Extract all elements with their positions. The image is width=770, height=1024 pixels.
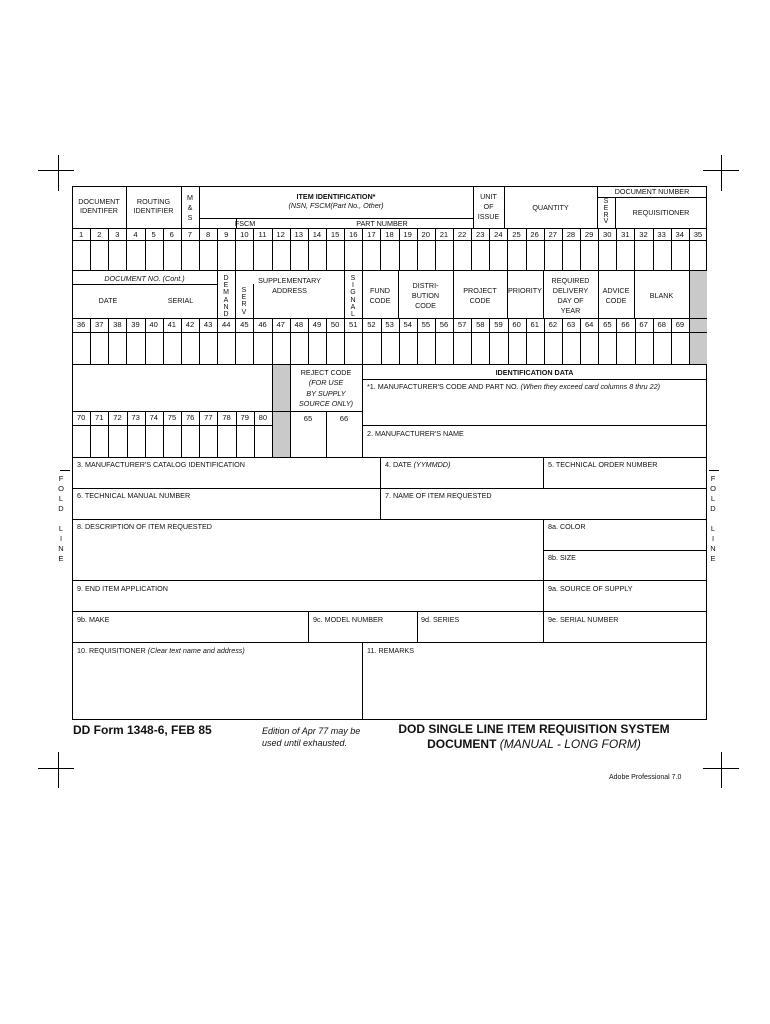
item-identification-subheader: (NSN, FSCM(Part No., Other) — [288, 201, 384, 210]
card-column-entry[interactable] — [182, 426, 199, 456]
card-column-entry[interactable] — [490, 333, 507, 363]
card-column-entry[interactable] — [672, 333, 689, 363]
card-column-number: 78 — [222, 412, 231, 422]
card-column-entry[interactable] — [509, 333, 526, 363]
card-column-number: 35 — [693, 229, 703, 239]
quantity-header: QUANTITY — [532, 203, 569, 212]
serv-header-2: S E R V — [241, 287, 247, 316]
form-title-line-1: DOD SINGLE LINE ITEM REQUISITION SYSTEM — [398, 722, 670, 736]
field-9a-label: 9a. SOURCE OF SUPPLY — [548, 584, 633, 593]
card-column-number: 61 — [530, 319, 539, 329]
fold-tick-left — [60, 470, 70, 471]
card-column-number: 51 — [349, 319, 358, 329]
field-8a-input[interactable] — [544, 531, 706, 549]
distribution-code-header: DISTRI- BUTION CODE — [411, 281, 440, 310]
card-column-entry[interactable] — [309, 241, 326, 269]
item-identification-header: ITEM IDENTIFICATION* — [296, 192, 376, 201]
card-column-number: 4 — [133, 229, 138, 239]
field-9b-input[interactable] — [73, 624, 307, 641]
card-column-number: 22 — [457, 229, 467, 239]
card-column-entry[interactable] — [400, 241, 417, 269]
card-column-number: 65 — [603, 319, 612, 329]
card-column-number: 8 — [205, 229, 211, 239]
field-9e-input[interactable] — [544, 624, 706, 641]
card-column-number: 66 — [621, 319, 630, 329]
requisitioner-header: REQUISITIONER — [632, 208, 690, 217]
card-column-entry[interactable] — [73, 426, 90, 456]
date-header: DATE — [98, 296, 118, 305]
field-8a-label: 8a. COLOR — [548, 522, 586, 531]
card-column-entry[interactable] — [218, 241, 235, 269]
crop-mark-bl-v — [58, 752, 59, 788]
card-column-entry[interactable] — [309, 333, 326, 363]
card-column-entry[interactable] — [527, 333, 544, 363]
card-column-entry[interactable] — [508, 241, 525, 269]
unit-of-issue-header: UNIT OF ISSUE — [477, 192, 500, 221]
field-5-input[interactable] — [544, 469, 706, 487]
field-9c-label: 9c. MODEL NUMBER — [313, 615, 384, 624]
card-column-number: 69 — [675, 319, 685, 329]
card-column-number: 17 — [367, 229, 376, 239]
field-6-input[interactable] — [73, 500, 379, 518]
card-column-entry[interactable] — [400, 333, 417, 363]
card-column-entry[interactable] — [363, 333, 380, 363]
card-column-entry[interactable] — [617, 241, 634, 269]
card-column-entry[interactable] — [200, 426, 217, 456]
card-column-number: 38 — [113, 319, 122, 329]
card-column-entry[interactable] — [581, 333, 598, 363]
card-column-number: 73 — [131, 412, 140, 422]
reject-code-note: (FOR USE BY SUPPLY SOURCE ONLY) — [298, 378, 354, 408]
card-column-number: 68 — [657, 319, 666, 329]
card-column-entry[interactable] — [73, 241, 90, 269]
card-column-number: 77 — [204, 412, 213, 422]
card-column-entry[interactable] — [418, 333, 435, 363]
card-column-entry[interactable] — [236, 241, 253, 269]
card-column-entry[interactable] — [273, 241, 290, 269]
card-column-entry[interactable] — [237, 426, 254, 456]
serial-header: SERIAL — [167, 296, 194, 305]
card-column-number: 64 — [584, 319, 594, 329]
card-column-number: 67 — [639, 319, 648, 329]
card-column-number: 29 — [584, 229, 594, 239]
card-column-number: 76 — [185, 412, 195, 422]
card-column-entry[interactable] — [581, 241, 598, 269]
card-column-number: 44 — [222, 319, 231, 329]
fold-tick-right — [709, 470, 719, 471]
card-column-entry[interactable] — [327, 241, 344, 269]
card-column-number: 74 — [149, 412, 159, 422]
card-column-number: 28 — [566, 229, 576, 239]
field-4-input[interactable] — [381, 469, 542, 487]
card-column-number: 15 — [330, 229, 340, 239]
field-7-label: 7. NAME OF ITEM REQUESTED — [385, 491, 492, 500]
card-column-number: 70 — [76, 412, 86, 422]
card-column-entry[interactable] — [182, 333, 199, 363]
card-column-entry[interactable] — [291, 333, 308, 363]
field-11-label: 11. REMARKS — [367, 646, 414, 655]
card-column-entry[interactable] — [218, 333, 235, 363]
card-column-number: 12 — [276, 229, 285, 239]
card-column-entry[interactable] — [164, 333, 181, 363]
card-column-number: 20 — [421, 229, 430, 239]
card-column-entry[interactable] — [164, 426, 181, 456]
card-column-number: 25 — [512, 229, 521, 239]
field-10-label: 10. REQUISITIONER (Clear text name and address) — [77, 646, 245, 655]
card-column-number: 55 — [421, 319, 431, 329]
card-column-number: 53 — [385, 319, 394, 329]
card-column-entry[interactable] — [454, 333, 471, 363]
card-column-number: 39 — [131, 319, 140, 329]
card-column-number: 54 — [403, 319, 412, 329]
crop-mark-br-v — [721, 752, 722, 788]
card-column-number: 50 — [330, 319, 340, 329]
card-column-number: 19 — [403, 229, 412, 239]
card-column-entry[interactable] — [218, 426, 235, 456]
card-column-number: 31 — [621, 229, 630, 239]
crop-mark-bl-h — [38, 768, 74, 769]
edition-note: Edition of Apr 77 may be used until exhausted. — [262, 726, 361, 748]
card-column-entry[interactable] — [436, 333, 453, 363]
card-column-number: 37 — [94, 319, 104, 329]
card-column-entry[interactable] — [636, 333, 653, 363]
fund-code-header: FUND CODE — [369, 286, 391, 305]
ms-header: M & S — [187, 193, 193, 222]
card-column-entry[interactable] — [617, 333, 634, 363]
card-column-entry[interactable] — [563, 333, 580, 363]
field-4-label: 4. DATE (YYMMDD) — [385, 460, 451, 469]
card-column-number: 80 — [258, 412, 268, 422]
card-column-entry[interactable] — [654, 241, 671, 269]
card-column-entry[interactable] — [345, 241, 362, 269]
card-column-number: 34 — [675, 229, 684, 239]
card-column-number: 6 — [169, 229, 174, 239]
field-1-input[interactable] — [363, 392, 706, 424]
card-column-entry[interactable] — [472, 333, 489, 363]
card-column-entry[interactable] — [91, 333, 108, 363]
document-number-header: DOCUMENT NUMBER — [614, 187, 690, 196]
card-column-number: 40 — [149, 319, 158, 329]
crop-mark-tl-v — [58, 155, 59, 191]
card-column-entry[interactable] — [654, 333, 671, 363]
card-column-entry[interactable] — [254, 333, 271, 363]
card-column-number: 13 — [294, 229, 303, 239]
card-column-number: 63 — [566, 319, 576, 329]
card-column-number: 71 — [95, 412, 104, 422]
card-column-entry[interactable] — [146, 426, 163, 456]
card-column-entry[interactable] — [146, 241, 163, 269]
card-column-entry[interactable] — [109, 241, 126, 269]
card-column-number: 41 — [167, 319, 177, 329]
field-9c-input[interactable] — [309, 624, 416, 641]
field-8b-label: 8b. SIZE — [548, 553, 576, 562]
card-column-entry[interactable] — [545, 333, 562, 363]
field-8-input[interactable] — [73, 531, 542, 579]
card-column-entry[interactable] — [381, 241, 398, 269]
field-9e-label: 9e. SERIAL NUMBER — [548, 615, 619, 624]
part-number-header: PART NUMBER — [356, 219, 408, 228]
card-column-entry[interactable] — [164, 241, 181, 269]
field-5-label: 5. TECHNICAL ORDER NUMBER — [548, 460, 658, 469]
card-column-number: 59 — [494, 319, 503, 329]
card-column-number: 43 — [203, 319, 213, 329]
form-number: DD Form 1348-6, FEB 85 — [73, 723, 212, 737]
card-column-number: 32 — [639, 229, 648, 239]
card-column-entry[interactable] — [109, 333, 126, 363]
card-column-number: 10 — [240, 229, 249, 239]
card-column-entry[interactable] — [690, 241, 707, 269]
field-9-input[interactable] — [73, 593, 542, 610]
card-column-number: 27 — [548, 229, 557, 239]
card-column-number: 1 — [78, 229, 84, 239]
routing-identifier-header: ROUTING IDENTIFIER — [133, 197, 174, 215]
demand-header: D E M A N D — [223, 275, 229, 319]
priority-header: PRIORITY — [508, 286, 542, 295]
document-identifier-header: DOCUMENT IDENTIFER — [78, 197, 120, 215]
card-column-number: 14 — [312, 229, 322, 239]
card-column-entry[interactable] — [436, 241, 453, 269]
reject-code-label: REJECT CODE — [300, 368, 352, 377]
card-column-entry[interactable] — [236, 333, 253, 363]
card-column-number: 45 — [240, 319, 249, 329]
fold-line-left: F O L D L I N E — [58, 474, 64, 563]
card-column-number: 30 — [602, 229, 612, 239]
card-column-entry[interactable] — [200, 241, 217, 269]
crop-mark-tl-h — [38, 170, 74, 171]
field-3-input[interactable] — [73, 469, 379, 487]
card-column-entry[interactable] — [109, 426, 126, 456]
identification-data-title: IDENTIFICATION DATA — [495, 368, 574, 377]
serv-header: S E R V — [603, 198, 609, 226]
card-column-entry[interactable] — [182, 241, 199, 269]
card-column-number: 56 — [439, 319, 449, 329]
card-column-entry[interactable] — [146, 333, 163, 363]
card-column-number: 18 — [385, 229, 394, 239]
field-11-input[interactable] — [363, 656, 706, 719]
field-9a-input[interactable] — [544, 593, 706, 610]
card-column-entry[interactable] — [254, 241, 271, 269]
card-column-entry[interactable] — [599, 333, 616, 363]
card-column-entry[interactable] — [127, 241, 144, 269]
field-8-label: 8. DESCRIPTION OF ITEM REQUESTED — [77, 522, 212, 531]
card-column-entry[interactable] — [563, 241, 580, 269]
col-66-label: 66 — [339, 414, 349, 423]
col-65-label: 65 — [303, 414, 313, 423]
card-column-entry[interactable] — [127, 333, 144, 363]
card-column-entry[interactable] — [418, 241, 435, 269]
card-column-entry[interactable] — [91, 426, 108, 456]
card-column-entry[interactable] — [454, 241, 471, 269]
card-column-number: 2 — [97, 229, 102, 239]
card-column-number: 58 — [476, 319, 485, 329]
card-column-number: 3 — [115, 229, 120, 239]
card-column-number: 79 — [240, 412, 249, 422]
crop-mark-tr-v — [721, 155, 722, 191]
card-column-entry[interactable] — [273, 333, 290, 363]
required-delivery-header: REQUIRED DELIVERY DAY OF YEAR — [551, 276, 590, 315]
card-column-entry[interactable] — [672, 241, 689, 269]
card-column-number: 21 — [439, 229, 449, 239]
card-column-number: 23 — [475, 229, 485, 239]
field-3-label: 3. MANUFACTURER'S CATALOG IDENTIFICATION — [77, 460, 245, 469]
card-column-number: 5 — [151, 229, 156, 239]
card-column-entry[interactable] — [91, 241, 108, 269]
card-column-number: 46 — [258, 319, 267, 329]
card-column-entry[interactable] — [128, 426, 145, 456]
blank-header: BLANK — [649, 291, 674, 300]
card-column-entry[interactable] — [291, 241, 308, 269]
field-2-label: 2. MANUFACTURER'S NAME — [367, 429, 464, 438]
field-1-label: *1. MANUFACTURER'S CODE AND PART NO. (When they exceed card columns 8 thru 22) — [367, 382, 660, 391]
advice-code-header: ADVICE CODE — [602, 286, 630, 305]
card-column-number: 72 — [113, 412, 122, 422]
card-column-entry[interactable] — [599, 241, 616, 269]
card-column-entry[interactable] — [635, 241, 652, 269]
card-column-number: 75 — [167, 412, 177, 422]
card-column-entry[interactable] — [527, 241, 544, 269]
document-no-cont-header: DOCUMENT NO. (Cont.) — [104, 274, 185, 283]
field-10-input[interactable] — [73, 656, 361, 719]
card-column-number: 57 — [457, 319, 467, 329]
supplementary-address-header: SUPPLEMENTARY ADDRESS — [258, 276, 321, 295]
field-9d-input[interactable] — [418, 624, 542, 641]
card-column-number: 52 — [367, 319, 376, 329]
card-column-number: 11 — [258, 229, 267, 239]
signal-header: S I G N A L — [350, 275, 356, 319]
card-column-number: 49 — [312, 319, 322, 329]
field-6-label: 6. TECHNICAL MANUAL NUMBER — [77, 491, 191, 500]
producer-note: Adobe Professional 7.0 — [609, 774, 682, 781]
card-column-number: 7 — [187, 229, 193, 239]
card-column-entry[interactable] — [472, 241, 489, 269]
card-column-number: 24 — [494, 229, 503, 239]
card-column-entry[interactable] — [545, 241, 562, 269]
card-column-entry[interactable] — [382, 333, 399, 363]
field-9b-label: 9b. MAKE — [77, 615, 110, 624]
card-column-number: 62 — [548, 319, 558, 329]
card-column-number: 33 — [657, 229, 666, 239]
card-column-entry[interactable] — [200, 333, 217, 363]
card-column-entry[interactable] — [490, 241, 507, 269]
card-column-entry[interactable] — [255, 426, 272, 456]
card-column-entry[interactable] — [345, 333, 362, 363]
field-9d-label: 9d. SERIES — [421, 615, 460, 624]
card-column-entry[interactable] — [363, 241, 380, 269]
card-column-number: 36 — [76, 319, 86, 329]
card-column-entry[interactable] — [73, 333, 90, 363]
card-column-number: 60 — [512, 319, 521, 329]
fold-line-right: F O L D L I N E — [710, 474, 716, 563]
card-column-number: 48 — [294, 319, 304, 329]
fscm-header: FSCM — [234, 219, 256, 228]
field-7-input[interactable] — [381, 500, 706, 518]
project-code-header: PROJECT CODE — [463, 286, 497, 305]
form-title-line-2: DOCUMENT (MANUAL - LONG FORM) — [427, 737, 641, 751]
card-column-entry[interactable] — [327, 333, 344, 363]
card-column-number: 16 — [348, 229, 358, 239]
card-column-number: 9 — [224, 229, 229, 239]
card-column-number: 42 — [185, 319, 195, 329]
field-8b-input[interactable] — [544, 562, 706, 579]
field-9-label: 9. END ITEM APPLICATION — [77, 584, 168, 593]
card-column-number: 47 — [276, 319, 285, 329]
card-column-number: 26 — [530, 229, 539, 239]
field-2-input[interactable] — [363, 438, 706, 456]
